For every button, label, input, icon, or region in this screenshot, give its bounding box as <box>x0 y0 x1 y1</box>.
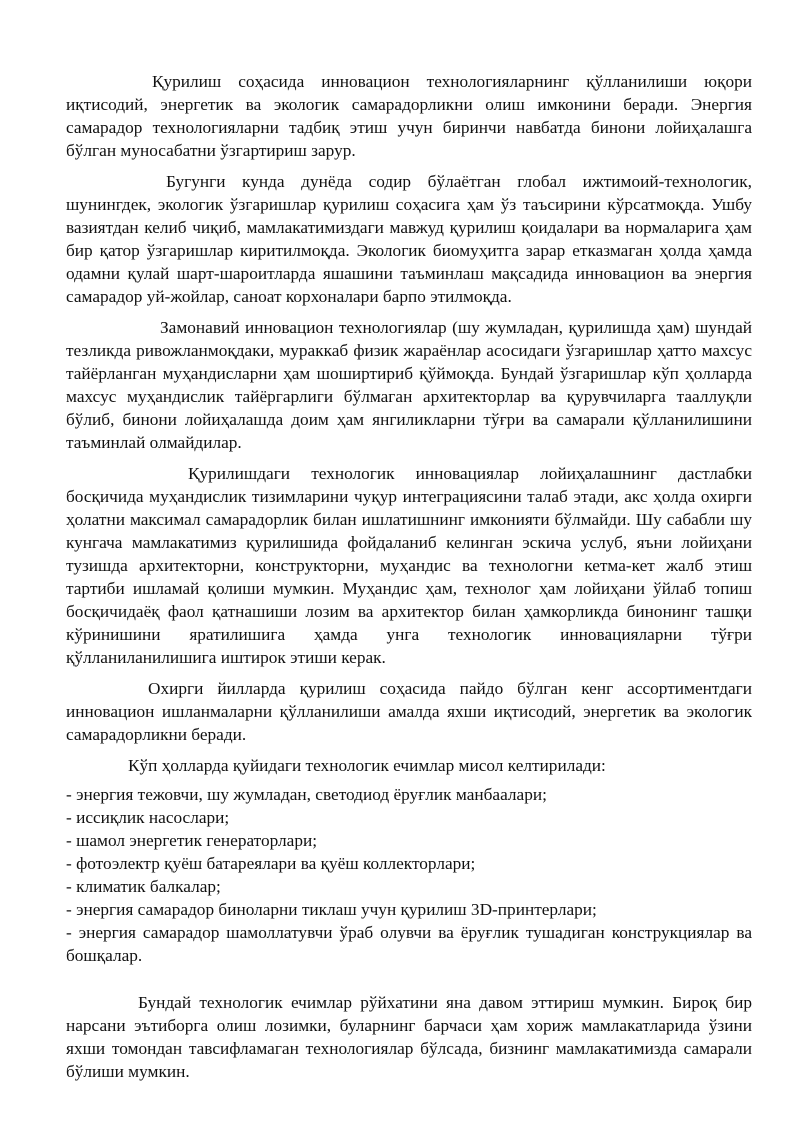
paragraph-5: Охирги йилларда қурилиш соҳасида пайдо бўлган кенг ассортиментдаги инновацион ишланмаларни қўлланилиши амалда яхши иқтисодий, энергетик ва экологик самарадорликни беради. <box>66 679 752 744</box>
list-item: - климатик балкалар; <box>66 877 221 896</box>
closing-paragraph: Бундай технологик ечимлар рўйхатини яна давом эттириш мумкин. Бироқ бир нарсани эътиборга олиш лозимки, буларнинг барчаси ҳам хориж мамлакатларида ўзини яхши томондан тавсифламаган технологиялар бўлсада, бизнинг мамлакатимизда самарали бўлиши мумкин. <box>66 993 752 1081</box>
list-item: - иссиқлик насослари; <box>66 808 230 827</box>
paragraph-1: Қурилиш соҳасида инновацион технологияларнинг қўлланилиши юқори иқтисодий, энергетик ва экологик самарадорликни олиш имконини беради. Энергия самарадор технологияларни тадбиқ этиш учун биринчи навбатда бинони лойиҳалашга бўлган муносабатни ўзгартириш зарур. <box>66 72 752 160</box>
paragraph-3: Замонавий инновацион технологиялар (шу жумладан, қурилишда ҳам) шундай тезликда ривожланмоқдаки, мураккаб физик жараёнлар асосидаги ўзгаришлар ҳатто махсус тайёрланган муҳандисларни ҳам шоширтириб қўймоқда. Бундай ўзгаришлар кўп ҳолларда махсус муҳандислик тайёргарлиги бўлмаган архитекторлар ва қурувчиларга тааллуқли бўлиб, бинони лойиҳалашда доим ҳам янгиликларни тўғри ва самарали қўлланилишини таъминлай олмайдилар. <box>66 318 752 452</box>
list-item: - энергия самарадор биноларни тиклаш учун қурилиш 3D-принтерлари; <box>66 900 597 919</box>
list-item: - фотоэлектр қуёш батареялари ва қуёш коллекторлари; <box>66 854 476 873</box>
list-item: - энергия самарадор шамоллатувчи ўраб олувчи ва ёруғлик тушадиган конструкциялар ва бошқалар. <box>66 923 752 965</box>
list-intro: Кўп ҳолларда қуйидаги технологик ечимлар мисол келтирилади: <box>128 756 606 775</box>
list-item: - энергия тежовчи, шу жумладан, светодиод ёруғлик манбаалари; <box>66 785 547 804</box>
paragraph-2: Бугунги кунда дунёда содир бўлаётган глобал ижтимоий-технологик, шунингдек, экологик ўзгаришлар қурилиш соҳасига ҳам ўз таъсирини кўрсатмоқда. Ушбу вазиятдан келиб чиқиб, мамлакатимиздаги мавжуд қурилиш қоидалари ва нормаларига ҳам бир қатор ўзгаришлар киритилмоқда. Экологик биомуҳитга зарар етказмаган ҳолда ҳамда одамни қулай шарт-шароитларда яшашини таъминлаш мақсадида инновацион ва энергия самарадор уй-жойлар, саноат корхоналари барпо этилмоқда. <box>66 172 752 306</box>
list-item: - шамол энергетик генераторлари; <box>66 831 318 850</box>
solutions-list <box>66 783 752 967</box>
paragraph-4: Қурилишдаги технологик инновациялар лойиҳалашнинг дастлабки босқичида муҳандислик тизимларини чуқур интеграциясини талаб этади, акс ҳолда охирги ҳолатни максимал самарадорлик билан ишлатишнинг имконияти бўлмайди. Шу сабабли шу кунгача мамлакатимиз қурилишида фойдаланиб келинган эскича услуб, яъни лойиҳани тузишда архитекторни, конструкторни, муҳандис ва технологни кетма-кет жалб этиш тартиби ишламай қолиши мумкин. Муҳандис ҳам, технолог ҳам лойиҳани ўйлаб топиш босқичидаёқ фаол қатнашиши лозим ва архитектор билан ҳамкорликда бинонинг ташқи кўринишини яратилишига ҳамда унга технологик инновацияларни тўғри қўлланиланилишига иштирок этиши керак. <box>66 464 752 667</box>
document-page <box>66 70 752 1083</box>
